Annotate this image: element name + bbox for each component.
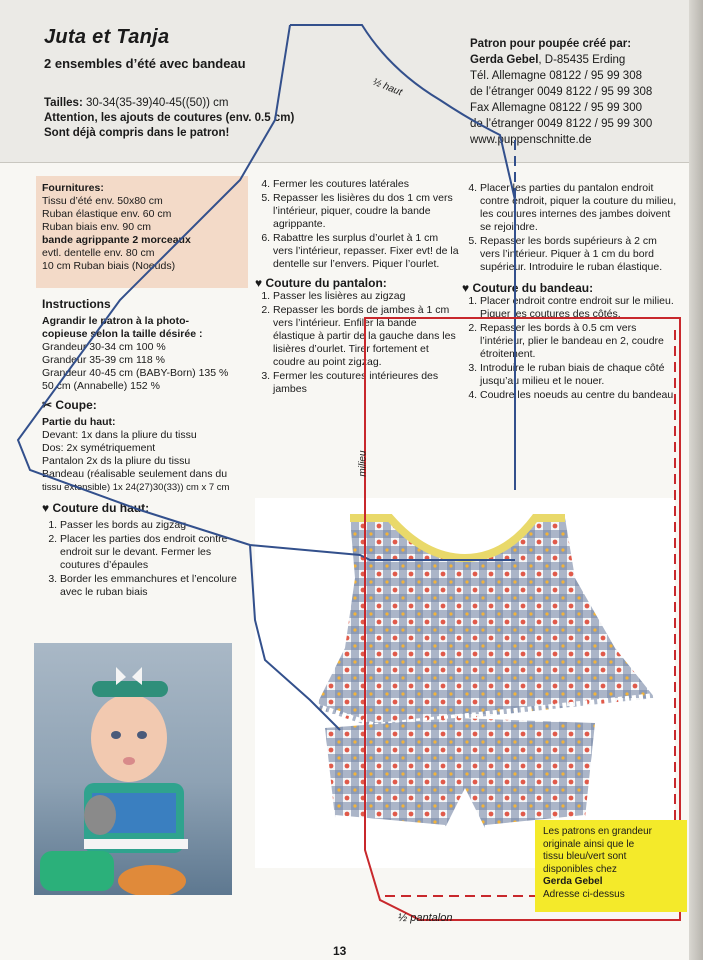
tailles-label: Tailles:: [44, 97, 83, 109]
step-item: 1. Placer endroit contre endroit sur le milieu. Piquer les coutures des côtés.: [480, 295, 677, 321]
coupe-line: tissu extensible) 1x 24(27)30(33)) cm x 7 cm: [42, 482, 230, 493]
label-milieu: milieu: [357, 450, 369, 477]
step-item: 4. Coudre les noeuds au centre du bandeau.: [480, 389, 677, 402]
step-item: 1. Passer les bords au zigzag: [60, 519, 252, 532]
attention-line-2: Sont déjà compris dans le patron!: [44, 127, 230, 139]
page-subtitle: 2 ensembles d’été avec bandeau: [44, 56, 246, 71]
size-row: Grandeur 40-45 cm (BABY-Born) 135 %: [42, 367, 229, 379]
fournitures-item: 10 cm Ruban biais (Noeuds): [42, 260, 176, 272]
instructions-intro-2: copieuse selon la taille désirée :: [42, 328, 203, 340]
size-row: Grandeur 30-34 cm 100 %: [42, 341, 166, 353]
coupe-line: Bandeau (réalisable seulement dans du: [42, 468, 228, 480]
fournitures-item: Ruban élastique env. 60 cm: [42, 208, 172, 220]
step-item: 3. Introduire le ruban biais de chaque côté jusqu’au milieu et le nouer.: [480, 362, 677, 388]
author-tel-1: Tél. Allemagne 08122 / 95 99 308: [470, 70, 642, 82]
page-number: 13: [333, 944, 347, 958]
couture-haut-title: Couture du haut:: [52, 501, 150, 515]
fournitures-item: bande agrippante 2 morceaux: [42, 234, 191, 246]
couture-pantalon-title: Couture du pantalon:: [265, 276, 387, 290]
coupe-title: Coupe:: [55, 398, 97, 412]
author-website: www.puppenschnitte.de: [470, 134, 592, 146]
availability-line: disponibles chez: [543, 863, 617, 875]
tailles-value: 30-34(35-39)40-45((50)) cm: [82, 97, 229, 109]
author-intro: Patron pour poupée créé par:: [470, 38, 632, 50]
coupe-subtitle: Partie du haut:: [42, 416, 116, 428]
step-item: 5. Repasser les lisières du dos 1 cm vers l’intérieur, piquer, coudre la bande agrippante.: [273, 192, 460, 231]
fournitures-title: Fournitures:: [42, 182, 104, 194]
step-item: 1. Passer les lisières au zigzag: [273, 290, 460, 303]
availability-line: tissu bleu/vert sont: [543, 851, 627, 862]
label-haut: ½ haut: [371, 76, 404, 99]
author-fax-1: Fax Allemagne 08122 / 95 99 300: [470, 102, 642, 114]
instructions-intro: Agrandir le patron à la photo-: [42, 315, 190, 327]
step-item: 4. Placer les parties du pantalon endroit contre endroit, piquer la couture du milieu, les coutures internes des jambes doivent se rejoindre.: [480, 182, 677, 234]
page-title: Juta et Tanja: [44, 26, 170, 48]
author-name: Gerda Gebel: [470, 54, 539, 66]
step-item: 2. Repasser les bords à 0.5 cm vers l’intérieur, plier le bandeau en 2, coudre étroitement.: [480, 322, 677, 361]
availability-line: Les patrons en grandeur: [543, 826, 652, 837]
availability-line: originale ainsi que le: [543, 838, 635, 850]
author-tel-2: de l’étranger 0049 8122 / 95 99 308: [470, 86, 653, 98]
fournitures-item: Tissu d’été env. 50x80 cm: [42, 195, 163, 207]
size-row: 50 cm (Annabelle) 152 %: [42, 380, 160, 392]
couture-bandeau-title: Couture du bandeau:: [472, 281, 594, 295]
coupe-line: Devant: 1x dans la pliure du tissu: [42, 429, 197, 441]
attention-line: Attention, les ajouts de coutures (env. 0.5 cm): [44, 112, 295, 124]
scissors-icon: ✂: [42, 398, 53, 412]
author-city: , D-85435 Erding: [538, 54, 626, 66]
size-row: Grandeur 35-39 cm 118 %: [42, 354, 165, 366]
step-item: 2. Placer les parties dos endroit contre endroit sur le devant. Fermer les coutures d’épaules: [60, 533, 252, 572]
instructions-title: Instructions: [42, 297, 111, 311]
heart-icon: ♥: [255, 276, 263, 290]
fournitures-item: evtl. dentelle env. 80 cm: [42, 247, 155, 259]
step-item: 5. Repasser les bords supérieurs à 2 cm vers l’intérieur. Piquer à 1 cm du bord supérieur. Introduire le ruban élastique.: [480, 235, 677, 274]
label-pantalon: ½ pantalon: [398, 912, 453, 924]
heart-icon: ♥: [462, 281, 470, 295]
step-item: 4. Fermer les coutures latérales: [273, 178, 460, 191]
fournitures-item: Ruban biais env. 90 cm: [42, 221, 151, 233]
pattern-haut-outline: [18, 25, 515, 730]
availability-name: Gerda Gebel: [543, 876, 603, 887]
coupe-line: Dos: 2x symétriquement: [42, 442, 156, 454]
availability-line: Adresse ci-dessus: [543, 888, 625, 900]
step-item: 3. Fermer les coutures intérieures des jambes: [273, 370, 460, 396]
availability-box: [535, 820, 687, 912]
step-item: 6. Rabattre les surplus d’ourlet à 1 cm vers l’intérieur, repasser. Fixer evt! de la dentelle sur l’envers. Piquer l’ourlet.: [273, 232, 460, 271]
author-fax-2: de l’étranger 0049 8122 / 95 99 300: [470, 118, 653, 130]
step-item: 3. Border les emmanchures et l’encolure avec le ruban biais: [60, 573, 252, 599]
coupe-line: Pantalon 2x ds la pliure du tissu: [42, 455, 191, 467]
heart-icon: ♥: [42, 501, 50, 515]
step-item: 2. Repasser les bords de jambes à 1 cm vers l’intérieur. Enfiler la bande élastique à partir de la gauche dans les lisières d’ourlet. Tirer fortement et coudre au point zigzag.: [273, 304, 460, 369]
